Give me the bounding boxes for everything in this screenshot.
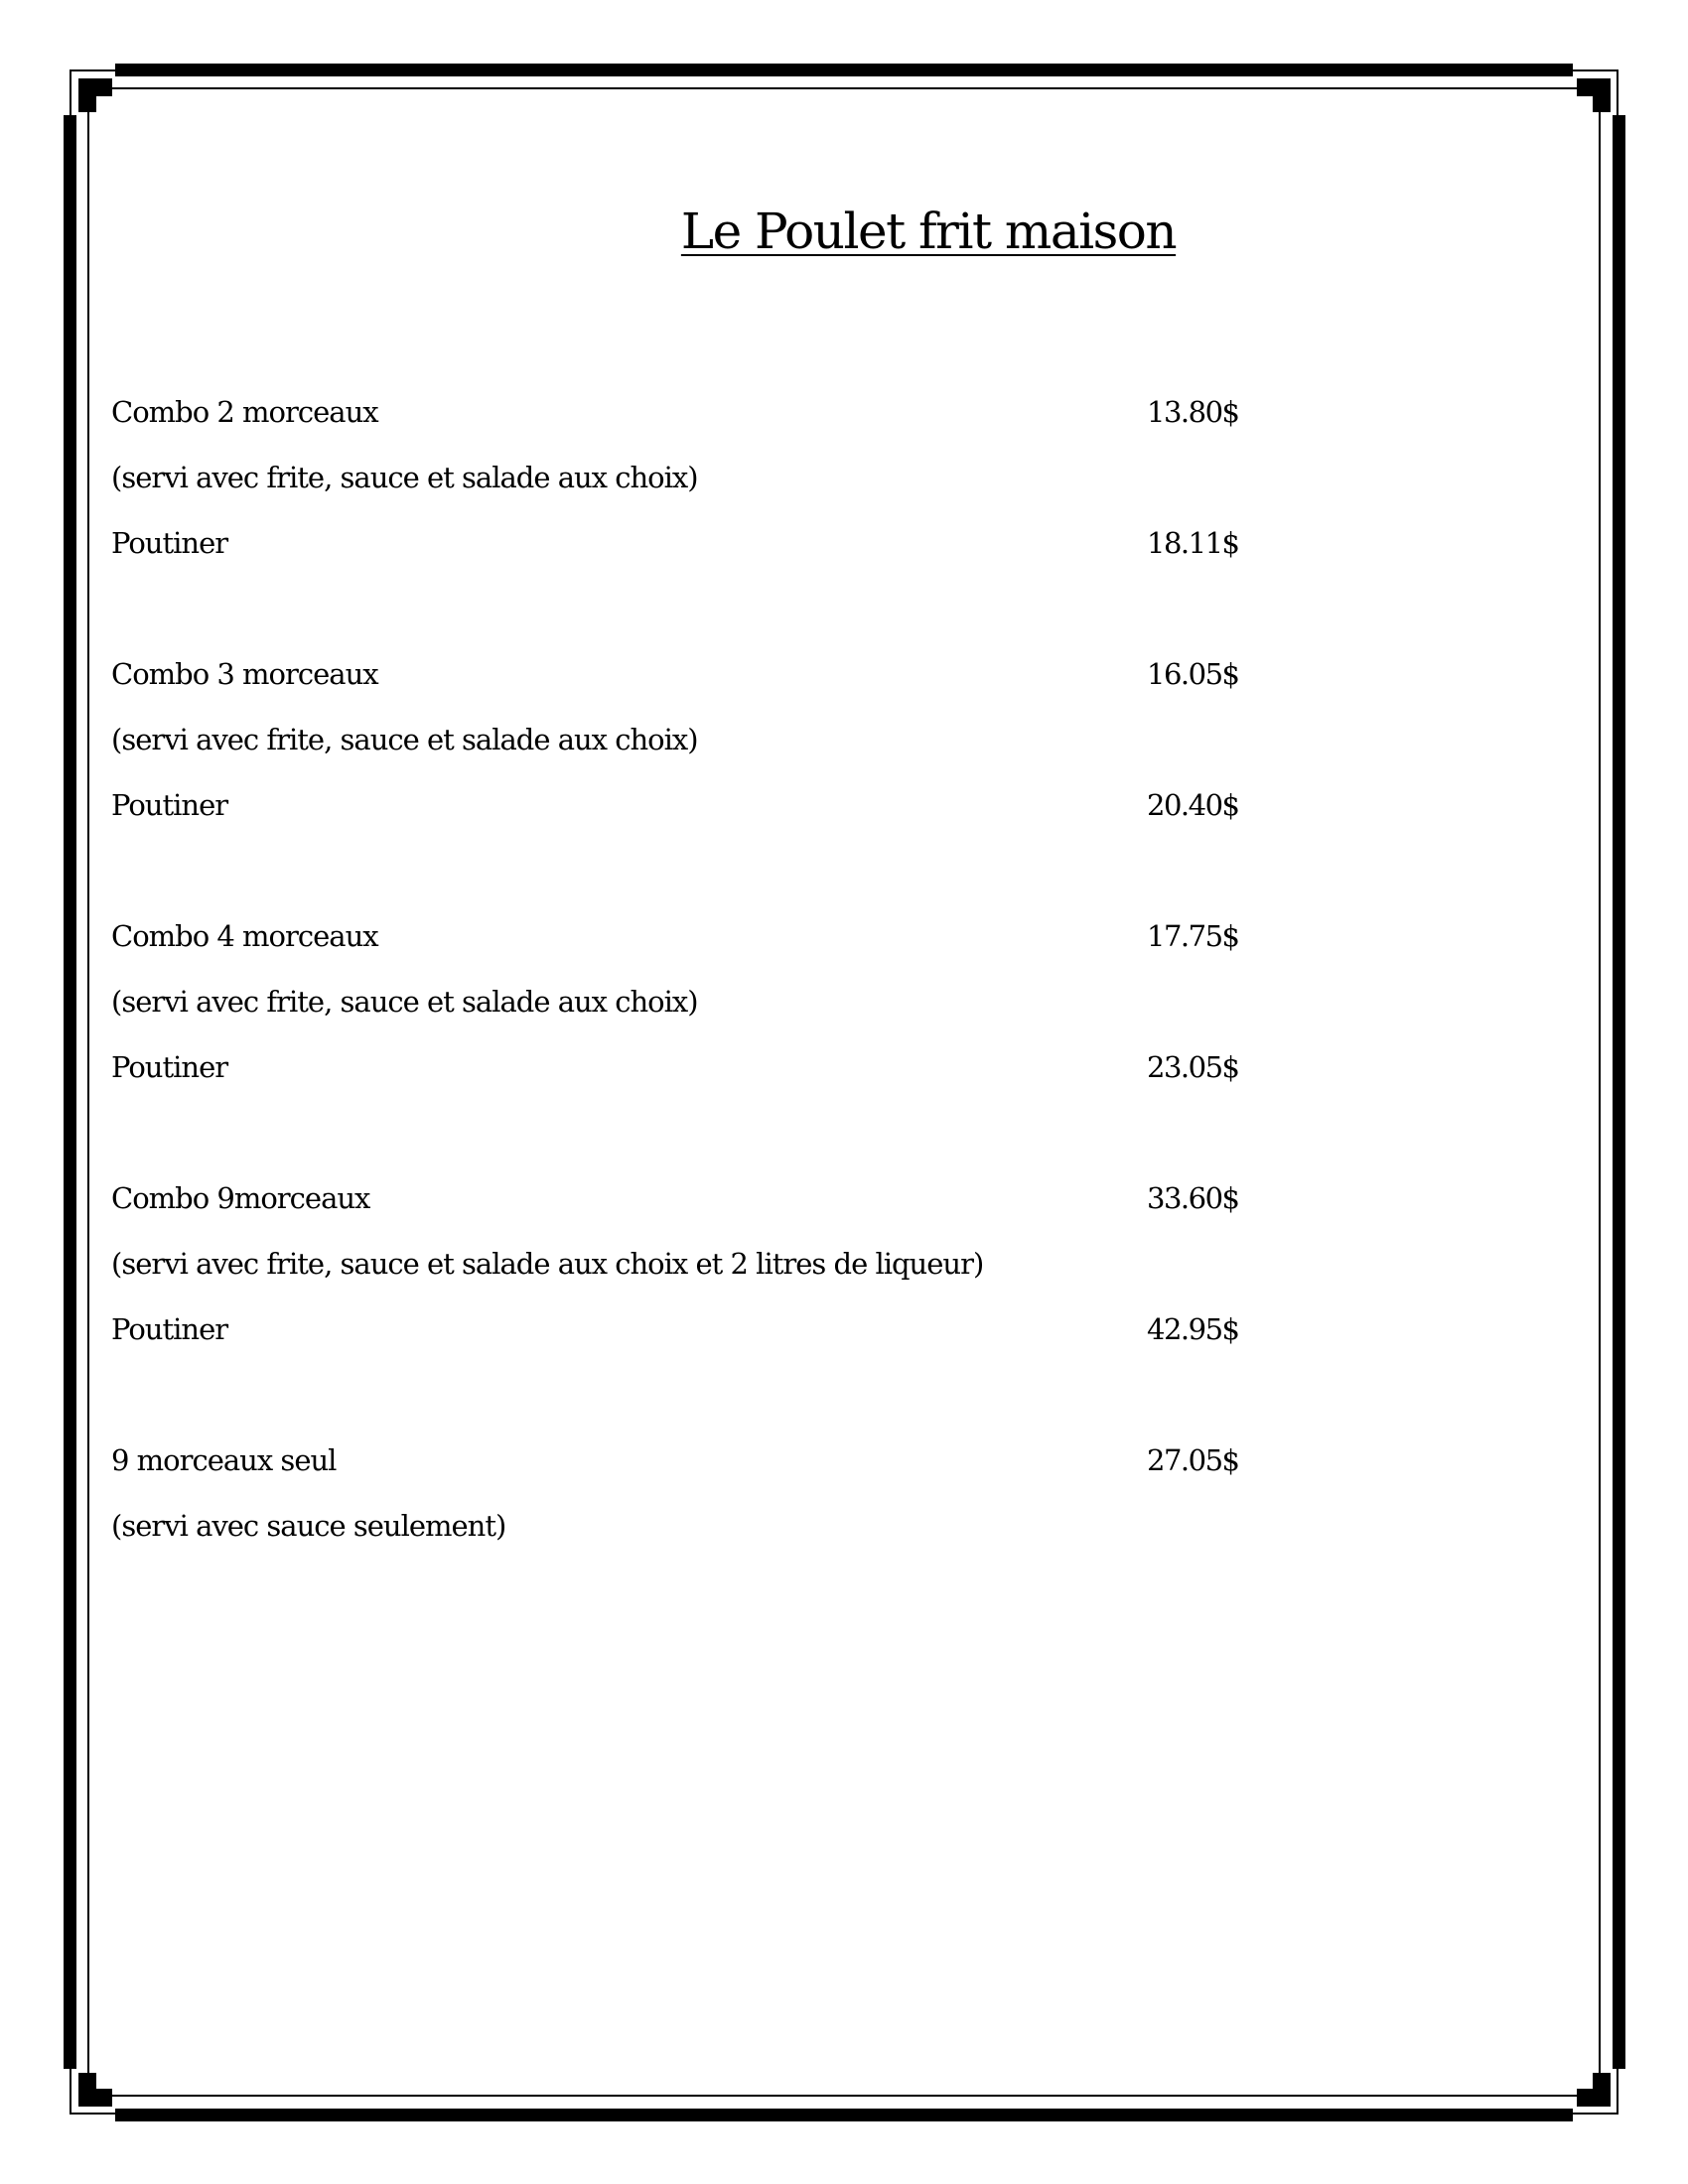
item-price: 16.05$ (1147, 657, 1239, 691)
item-name: Combo 3 morceaux (111, 657, 378, 691)
item-note: (servi avec sauce seulement) (111, 1509, 506, 1543)
item-note: (servi avec frite, sauce et salade aux choix et 2 litres de liqueur) (111, 1247, 984, 1281)
menu-item (111, 911, 1303, 1108)
menu-item (111, 387, 1303, 584)
page-title: Le Poulet frit maison (680, 203, 1177, 260)
item-name: Combo 4 morceaux (111, 919, 378, 953)
item-price: 33.60$ (1147, 1181, 1239, 1215)
item-option-price: 23.05$ (1147, 1050, 1239, 1084)
item-note: (servi avec frite, sauce et salade aux choix) (111, 985, 698, 1019)
item-note: (servi avec frite, sauce et salade aux choix) (111, 461, 698, 494)
item-option-label: Poutiner (111, 526, 228, 560)
item-note: (servi avec frite, sauce et salade aux choix) (111, 723, 698, 756)
menu-list (111, 387, 1303, 1632)
item-price: 13.80$ (1147, 395, 1239, 429)
menu-item (111, 1435, 1303, 1567)
item-option-price: 20.40$ (1147, 788, 1239, 822)
item-name: 9 morceaux seul (111, 1443, 337, 1477)
item-option-label: Poutiner (111, 1312, 228, 1346)
item-option-price: 18.11$ (1147, 526, 1239, 560)
item-option-label: Poutiner (111, 788, 228, 822)
item-name: Combo 2 morceaux (111, 395, 378, 429)
menu-item (111, 1173, 1303, 1370)
item-option-label: Poutiner (111, 1050, 228, 1084)
item-option-price: 42.95$ (1147, 1312, 1239, 1346)
item-name: Combo 9morceaux (111, 1181, 370, 1215)
item-price: 27.05$ (1147, 1443, 1239, 1477)
item-price: 17.75$ (1147, 919, 1239, 953)
menu-item (111, 649, 1303, 846)
